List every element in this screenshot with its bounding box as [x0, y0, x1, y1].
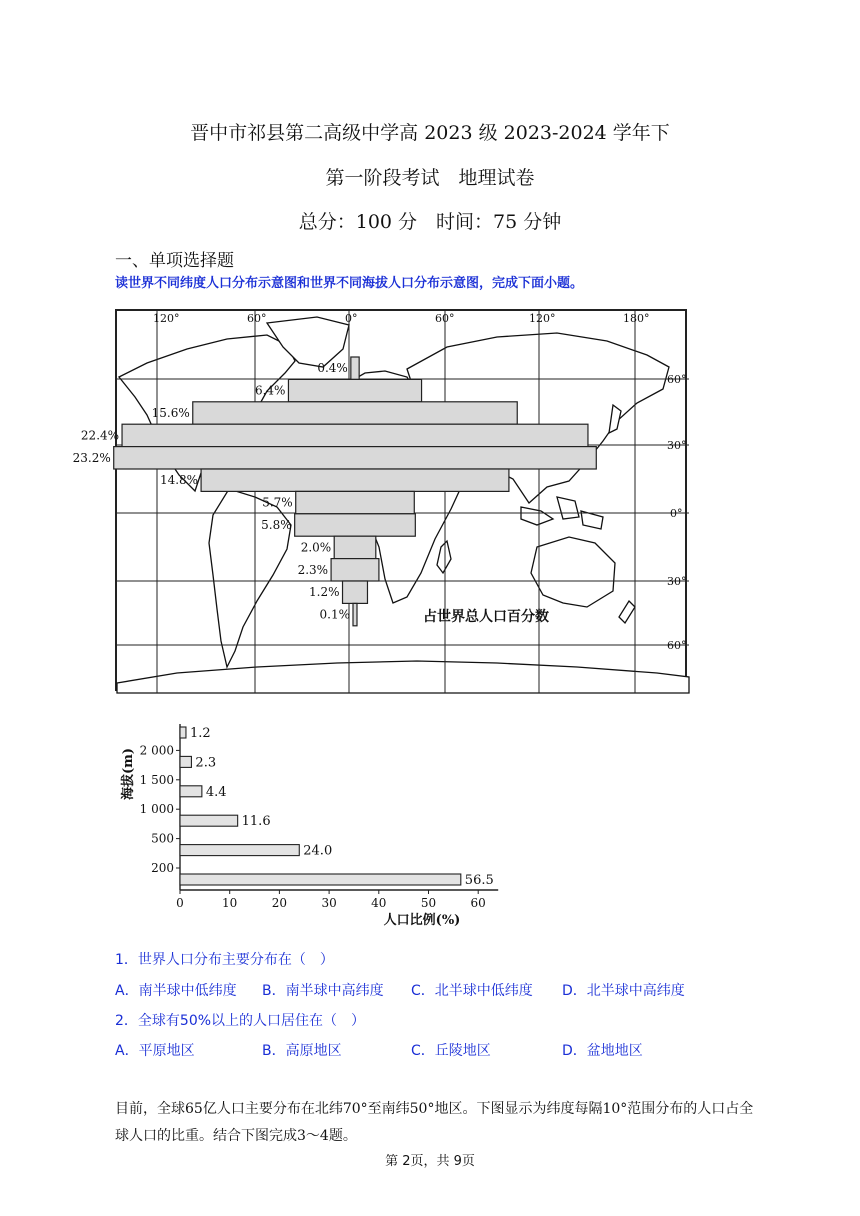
- question-2-option-b[interactable]: B．高原地区: [262, 1043, 342, 1059]
- population-bar-label: 0.4%: [317, 361, 348, 376]
- lon-label: 180°: [623, 312, 650, 325]
- y-tick-label: 2 000: [139, 743, 174, 758]
- question-1-stem: 1．世界人口分布主要分布在（ ）: [115, 952, 334, 968]
- x-tick-label: 40: [371, 896, 387, 910]
- chart-x-axis-label: 人口比例(%): [383, 913, 461, 928]
- population-bar: [295, 514, 416, 536]
- population-bar-label: 0.1%: [319, 607, 350, 622]
- question-2-option-a[interactable]: A．平原地区: [115, 1043, 195, 1059]
- population-bar: [193, 402, 517, 424]
- population-bar-label: 15.6%: [151, 406, 190, 420]
- lon-label: 120°: [153, 312, 180, 325]
- altitude-bar-value: 4.4: [205, 784, 227, 800]
- x-tick-label: 20: [271, 896, 288, 910]
- lat-label: 30°: [667, 575, 687, 588]
- population-bar-label: 14.8%: [159, 473, 199, 488]
- altitude-population-chart: [112, 712, 532, 932]
- population-bar-label: 1.2%: [309, 585, 340, 600]
- population-bar: [288, 379, 421, 401]
- question-intro: 读世界不同纬度人口分布示意图和世界不同海拔人口分布示意图，完成下面小题。: [115, 276, 584, 291]
- altitude-bar: [180, 874, 461, 885]
- lon-label: 60°: [247, 312, 267, 325]
- question-2-option-d[interactable]: D．盆地地区: [562, 1043, 643, 1059]
- x-tick-label: 0: [176, 896, 184, 910]
- chart-y-axis-label: 海拔(m): [121, 747, 136, 801]
- altitude-bar-value: 2.3: [195, 755, 217, 771]
- population-bar: [334, 536, 376, 558]
- world-population-latitude-map: [72, 309, 687, 691]
- y-tick-label: 1 000: [139, 802, 174, 817]
- altitude-bar-value: 11.6: [241, 814, 271, 830]
- population-bar-label: 5.7%: [262, 495, 293, 510]
- lat-label: 60°: [667, 639, 687, 652]
- lat-label: 0°: [670, 507, 683, 520]
- x-tick-label: 10: [222, 896, 238, 910]
- exam-title-line-2: 第一阶段考试 地理试卷: [325, 167, 535, 189]
- altitude-bar: [180, 845, 299, 856]
- chart-bars: [180, 727, 461, 885]
- population-bar: [201, 469, 509, 491]
- chart-x-ticks: [176, 890, 486, 910]
- altitude-bar-value: 56.5: [464, 873, 494, 888]
- section-title: 一、单项选择题: [115, 251, 234, 271]
- population-bar: [296, 491, 415, 513]
- population-bar: [351, 357, 359, 379]
- question-1-option-a[interactable]: A．南半球中低纬度: [115, 983, 237, 999]
- chart-y-ticks: [140, 743, 180, 875]
- altitude-bar: [180, 727, 186, 738]
- population-bar: [122, 424, 588, 446]
- question-2-stem: 2．全球有50%以上的人口居住在（ ）: [115, 1013, 366, 1029]
- altitude-bar-value: 1.2: [189, 726, 211, 741]
- altitude-bar: [180, 756, 191, 767]
- lon-label: 120°: [529, 312, 556, 325]
- population-bar: [353, 603, 357, 625]
- y-tick-label: 1 500: [139, 772, 174, 787]
- y-tick-label: 500: [151, 831, 174, 846]
- altitude-bar: [180, 786, 202, 797]
- longitude-labels: [153, 312, 650, 325]
- population-bar-label: 5.8%: [261, 518, 292, 532]
- map-legend-text: 占世界总人口百分数: [423, 609, 549, 625]
- question-1-option-b[interactable]: B．南半球中高纬度: [262, 983, 384, 999]
- population-bar-label: 2.3%: [297, 562, 329, 577]
- question-1-option-c[interactable]: C．北半球中低纬度: [411, 983, 533, 999]
- lon-label: 60°: [435, 312, 455, 325]
- question-2-option-c[interactable]: C．丘陵地区: [411, 1043, 491, 1059]
- population-bar-label: 22.4%: [80, 428, 120, 443]
- population-bar: [331, 559, 379, 581]
- question-3-4-intro: 目前，全球65亿人口主要分布在北纬70°至南纬50°地区。下图显示为纬度每隔10°范围分布的人口占全球人口的比重。结合下图完成3～4题。: [115, 1101, 754, 1144]
- population-bar: [343, 581, 368, 603]
- lon-label: 0°: [345, 312, 358, 325]
- population-bar-label: 23.2%: [72, 450, 111, 465]
- x-tick-label: 30: [321, 896, 337, 910]
- population-bar-label: 2.0%: [300, 540, 332, 555]
- question-1-option-d[interactable]: D．北半球中高纬度: [562, 983, 685, 999]
- lat-label: 30°: [667, 439, 687, 452]
- lat-label: 60°: [667, 373, 687, 386]
- x-tick-label: 50: [420, 896, 437, 910]
- page-footer: 第 2页，共 9页: [385, 1154, 475, 1169]
- population-bar-label: 6.4%: [254, 383, 286, 398]
- map-canvas: [72, 311, 689, 693]
- chart-axes: [180, 724, 498, 890]
- exam-title-line-1: 晋中市祁县第二高级中学高 2023 级 2023-2024 学年下: [190, 122, 670, 144]
- chart-bar-labels: [190, 726, 494, 888]
- population-bar: [114, 447, 597, 469]
- y-tick-label: 200: [151, 861, 174, 875]
- altitude-bar-value: 24.0: [303, 843, 333, 859]
- altitude-bar: [180, 815, 238, 826]
- exam-score-time: 总分：100 分 时间：75 分钟: [298, 211, 562, 233]
- x-tick-label: 60: [470, 896, 486, 910]
